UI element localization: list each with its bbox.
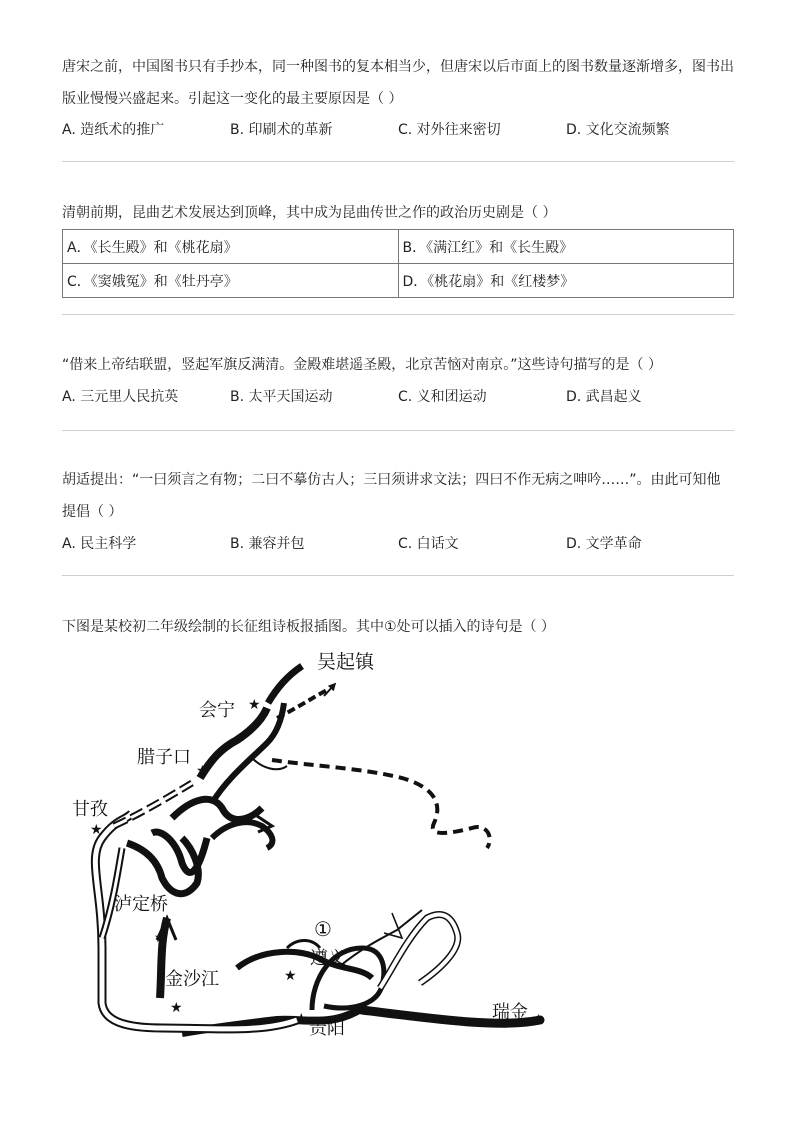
route-ganzi-lazikou-inner bbox=[114, 783, 192, 826]
label-marker-1: ① bbox=[314, 917, 332, 941]
q4-stem-line1: 胡适提出：“一曰须言之有物；二曰不摹仿古人；三曰须讲求文法；四曰不作无病之呻吟……”。由此可知他 bbox=[62, 472, 721, 488]
q4-stem-line2: 提倡（ ） bbox=[62, 504, 123, 520]
route-detour-arrow bbox=[384, 913, 402, 938]
q1-option-d[interactable]: D. 文化交流频繁 bbox=[566, 122, 670, 138]
label-huining: 会宁 bbox=[199, 700, 235, 721]
label-wuqizhen: 吴起镇 bbox=[317, 651, 375, 673]
route-luding-twist-3 bbox=[172, 799, 262, 819]
star-zunyi: ★ bbox=[284, 968, 297, 984]
q4-option-d[interactable]: D. 文学革命 bbox=[566, 536, 642, 552]
q1-stem-line1: 唐宋之前，中国图书只有手抄本，同一种图书的复本相当少，但唐宋以后市面上的图书数量逐渐增多，图书出 bbox=[62, 59, 734, 75]
divider-4 bbox=[62, 575, 734, 576]
label-guiyang: 贵阳 bbox=[309, 1018, 345, 1039]
star-guiyang: ★ bbox=[295, 1011, 308, 1027]
route-luding-twist-4 bbox=[212, 822, 272, 848]
q2-stem: 清朝前期，昆曲艺术发展达到顶峰，其中成为昆曲传世之作的政治历史剧是（ ） bbox=[62, 205, 557, 221]
star-lazikou: ★ bbox=[196, 763, 209, 779]
star-ganzi: ★ bbox=[90, 822, 103, 838]
q3-option-c[interactable]: C. 义和团运动 bbox=[398, 389, 487, 405]
label-lazikou: 腊子口 bbox=[137, 747, 191, 768]
route-zunyi-small bbox=[287, 941, 320, 949]
q3-option-b[interactable]: B. 太平天国运动 bbox=[230, 389, 333, 405]
q5-stem: 下图是某校初二年级绘制的长征组诗板报插图。其中①处可以插入的诗句是（ ） bbox=[62, 619, 555, 635]
star-ludingqiao: ★ bbox=[154, 930, 167, 946]
divider-3 bbox=[62, 430, 734, 431]
q1-option-a[interactable]: A. 造纸术的推广 bbox=[62, 122, 165, 138]
q2-options-table bbox=[62, 229, 734, 298]
q4-option-b[interactable]: B. 兼容并包 bbox=[230, 536, 305, 552]
route-zunyi-cross bbox=[237, 952, 372, 978]
divider-1 bbox=[62, 161, 734, 162]
q1-option-c[interactable]: C. 对外往来密切 bbox=[398, 122, 501, 138]
route-huining-north bbox=[268, 666, 302, 703]
q2-option-c[interactable]: C．《窦娥冤》和《牡丹亭》 bbox=[63, 264, 399, 298]
q3-option-a[interactable]: A. 三元里人民抗英 bbox=[62, 389, 179, 405]
q4-option-c[interactable]: C. 白话文 bbox=[398, 536, 459, 552]
q1-option-b[interactable]: B. 印刷术的革新 bbox=[230, 122, 333, 138]
label-ludingqiao: 泸定桥 bbox=[114, 894, 168, 915]
label-ruijin: 瑞金 bbox=[492, 1002, 528, 1023]
label-zunyi: 遵义 bbox=[310, 948, 346, 969]
label-ganzi: 甘孜 bbox=[72, 799, 108, 820]
q2-option-d[interactable]: D．《桃花扇》和《红楼梦》 bbox=[398, 264, 734, 298]
star-huining: ★ bbox=[248, 697, 261, 713]
route-luding-twist-1 bbox=[127, 838, 198, 894]
q1-stem-line2: 版业慢慢兴盛起来。引起这一变化的最主要原因是（ ） bbox=[62, 91, 403, 107]
long-march-map bbox=[62, 648, 582, 1078]
star-ruijin: ★ bbox=[532, 1012, 545, 1028]
q4-option-a[interactable]: A. 民主科学 bbox=[62, 536, 137, 552]
q3-stem: “借来上帝结联盟，竖起军旗反满清。金殿难堪遥圣殿，北京苦恼对南京。”这些诗句描写的是（ ） bbox=[62, 357, 662, 373]
q2-option-b[interactable]: B．《满江红》和《长生殿》 bbox=[398, 230, 734, 264]
route-east-detour-2-inner bbox=[380, 914, 458, 988]
divider-2 bbox=[62, 314, 734, 315]
q3-option-d[interactable]: D. 武昌起义 bbox=[566, 389, 642, 405]
route-east-dashed bbox=[272, 760, 490, 848]
star-jinshajiang: ★ bbox=[170, 1000, 183, 1016]
q2-option-a[interactable]: A．《长生殿》和《桃花扇》 bbox=[63, 230, 399, 264]
label-jinshajiang: 金沙江 bbox=[165, 969, 219, 990]
